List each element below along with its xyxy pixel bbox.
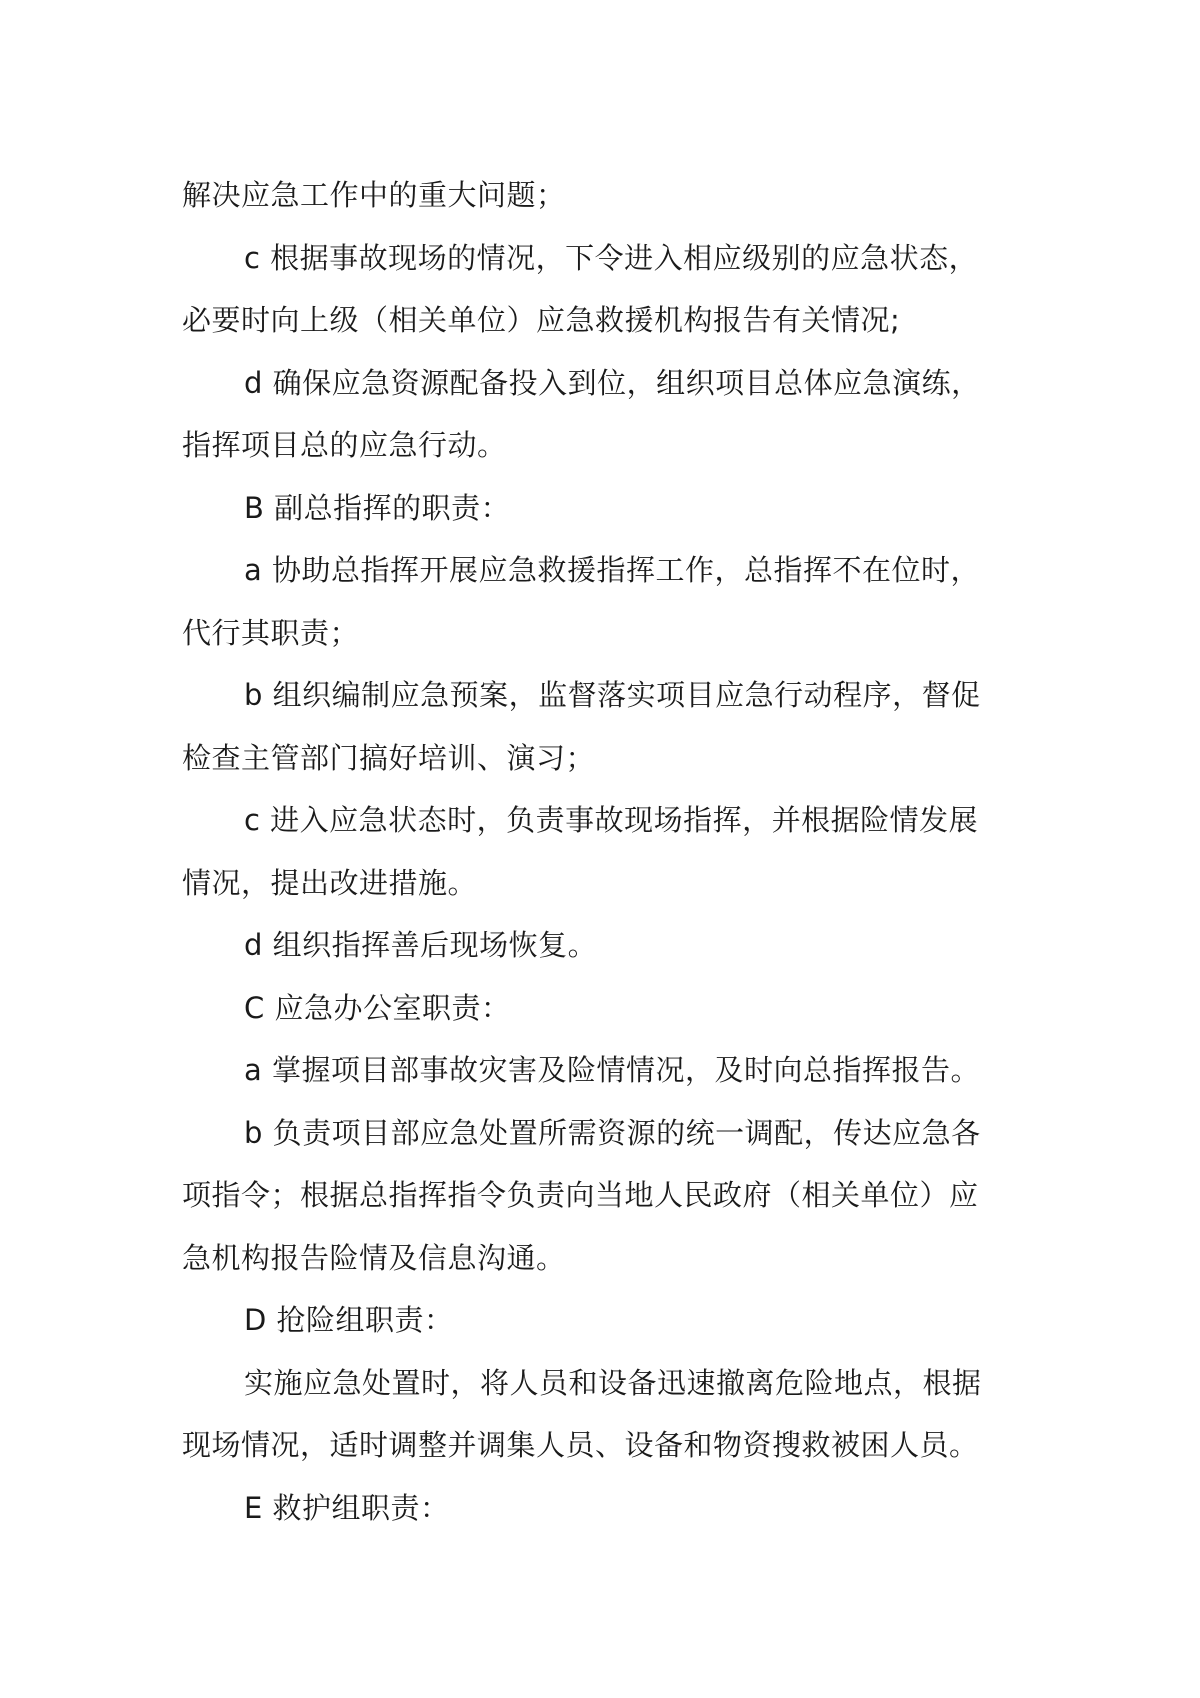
paragraph <box>182 352 1032 477</box>
text-line: a 掌握项目部事故灾害及险情情况，及时向总指挥报告。 <box>244 1053 980 1087</box>
paragraph <box>182 164 1032 227</box>
text-line: 情况，提出改进措施。 <box>182 865 478 900</box>
paragraph <box>182 789 1032 914</box>
paragraph <box>182 227 1032 352</box>
paragraph <box>182 539 1032 664</box>
text-line: c 进入应急状态时，负责事故现场指挥，并根据险情发展 <box>244 803 979 837</box>
text-line: C 应急办公室职责： <box>244 990 511 1025</box>
text-line: d 确保应急资源配备投入到位，组织项目总体应急演练， <box>244 365 981 400</box>
text-line: 实施应急处置时，将人员和设备迅速撤离危险地点，根据 <box>244 1365 982 1400</box>
text-line: c 根据事故现场的情况，下令进入相应级别的应急状态， <box>244 240 979 275</box>
text-line: b 组织编制应急预案，监督落实项目应急行动程序，督促 <box>244 678 981 712</box>
text-line: D 抢险组职责： <box>244 1303 454 1337</box>
paragraph <box>182 477 1032 540</box>
paragraph <box>182 1352 1032 1477</box>
text-line: b 负责项目部应急处置所需资源的统一调配，传达应急各 <box>244 1115 981 1150</box>
paragraph <box>182 1477 1032 1540</box>
text-line: 检查主管部门搞好培训、演习； <box>182 740 596 775</box>
document-body <box>182 164 1032 1539</box>
paragraph <box>182 1289 1032 1352</box>
text-line: 必要时向上级（相关单位）应急救援机构报告有关情况; <box>182 303 901 337</box>
text-line: 解决应急工作中的重大问题； <box>182 178 566 212</box>
text-line: 现场情况，适时调整并调集人员、设备和物资搜救被困人员。 <box>182 1428 979 1462</box>
text-line: 代行其职责； <box>182 615 360 650</box>
paragraph <box>182 1102 1032 1290</box>
paragraph <box>182 977 1032 1040</box>
text-line: 项指令；根据总指挥指令负责向当地人民政府（相关单位）应 <box>182 1178 979 1212</box>
text-line: B 副总指挥的职责： <box>244 490 511 525</box>
text-line: 指挥项目总的应急行动。 <box>182 428 507 462</box>
text-line: 急机构报告险情及信息沟通。 <box>182 1240 566 1275</box>
text-line: d 组织指挥善后现场恢复。 <box>244 928 598 962</box>
paragraph <box>182 1039 1032 1102</box>
text-line: E 救护组职责： <box>244 1490 450 1525</box>
paragraph <box>182 664 1032 789</box>
text-line: a 协助总指挥开展应急救援指挥工作，总指挥不在位时， <box>244 553 980 587</box>
paragraph <box>182 914 1032 977</box>
